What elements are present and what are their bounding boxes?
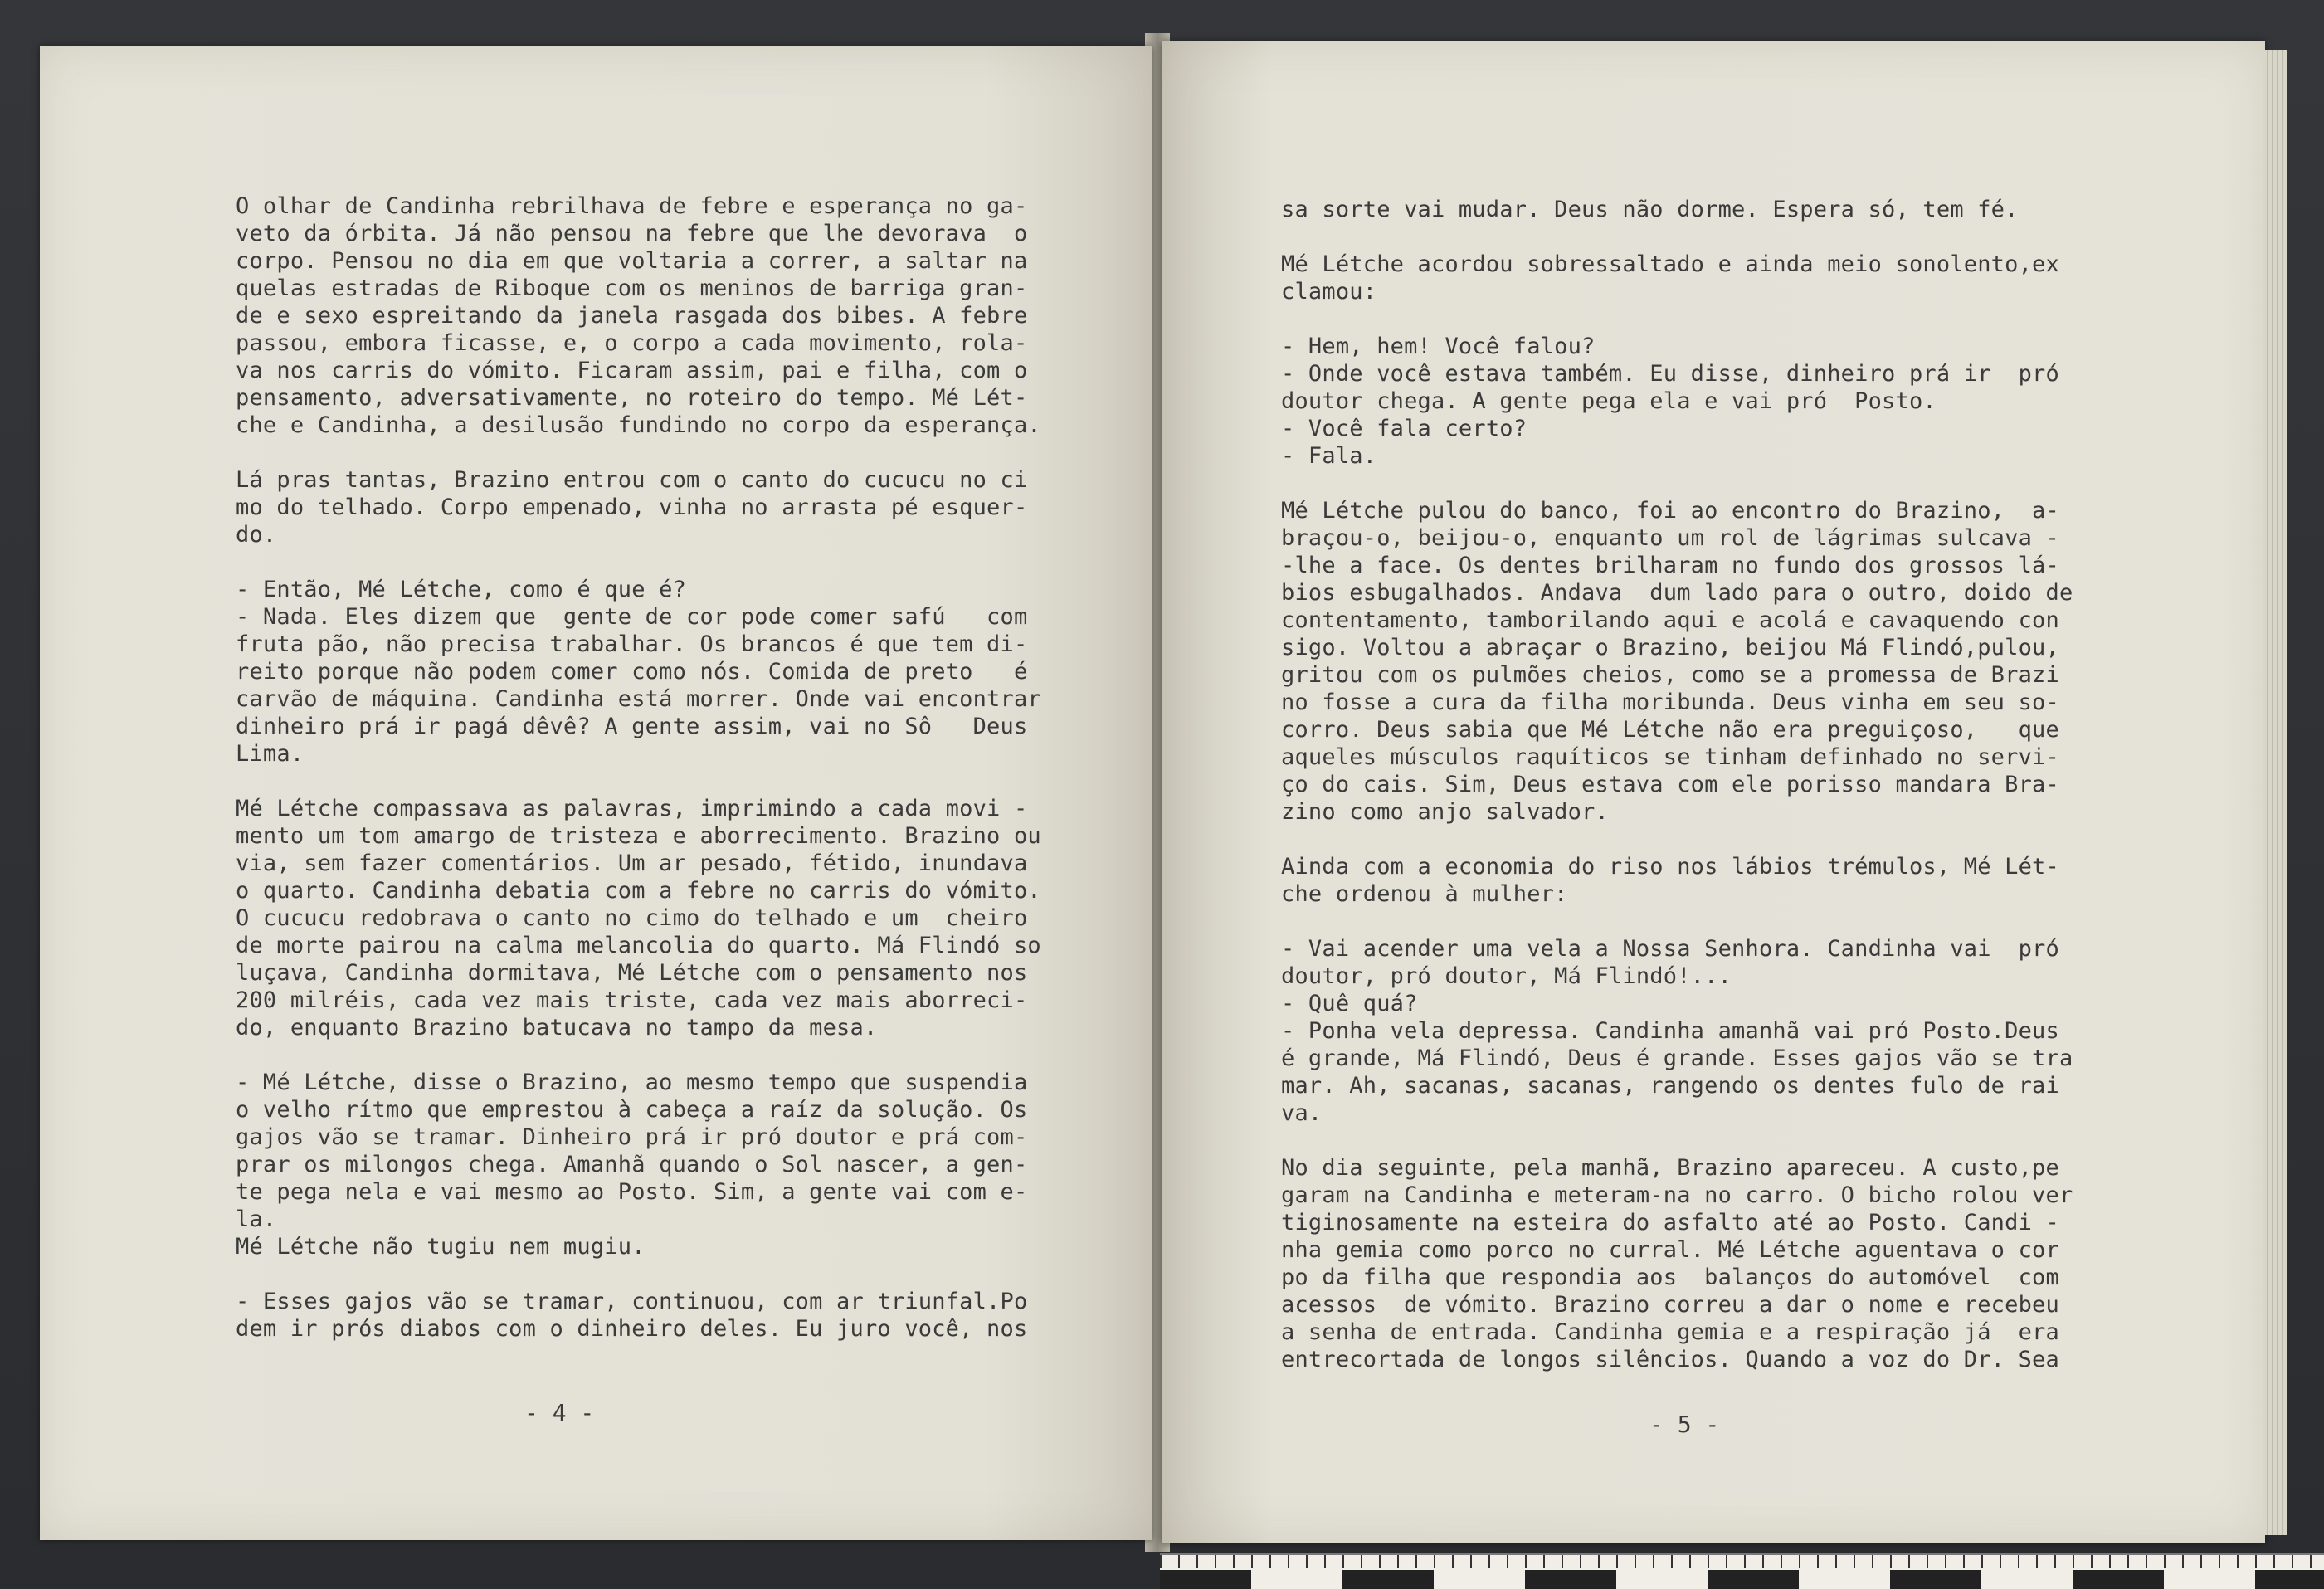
- right-page: [1162, 41, 2265, 1543]
- text-line: garam na Candinha e meteram-na no carro. O bicho rolou ver: [1281, 1182, 2073, 1208]
- text-line: 200 milréis, cada vez mais triste, cada vez mais aborreci-: [236, 987, 1028, 1013]
- paragraph: [236, 795, 1041, 1041]
- text-line: va nos carris do vómito. Ficaram assim, pai e filha, com o: [236, 358, 1028, 383]
- text-line: - Vai acender uma vela a Nossa Senhora. Candinha vai pró: [1281, 936, 2059, 962]
- ruler-scale-band: [1160, 1570, 2324, 1589]
- paragraph: [1281, 333, 2073, 470]
- text-line: a senha de entrada. Candinha gemia e a respiração já era: [1281, 1319, 2059, 1345]
- text-line: luçava, Candinha dormitava, Mé Létche com o pensamento nos: [236, 960, 1028, 986]
- paragraph: [236, 466, 1041, 548]
- text-line: veto da órbita. Já não pensou na febre que lhe devorava o: [236, 221, 1028, 246]
- text-line: corro. Deus sabia que Mé Létche não era preguiçoso, que: [1281, 717, 2059, 743]
- ruler-ticks: [1160, 1555, 2324, 1568]
- text-line: pensamento, adversativamente, no roteiro do tempo. Mé Lét-: [236, 385, 1028, 411]
- text-line: te pega nela e vai mesmo ao Posto. Sim, a gente vai com e-: [236, 1179, 1028, 1205]
- text-line: acessos de vómito. Brazino correu a dar o nome e recebeu: [1281, 1292, 2059, 1318]
- paragraph: [1281, 196, 2073, 223]
- paragraph: [1281, 935, 2073, 1127]
- page-stack-edges: [2263, 50, 2287, 1535]
- text-line: doutor, pró doutor, Má Flindó!...: [1281, 963, 1732, 989]
- text-line: dem ir prós diabos com o dinheiro deles. Eu juro você, nos: [236, 1316, 1028, 1342]
- text-line: de morte pairou na calma melancolia do quarto. Má Flindó so: [236, 933, 1041, 958]
- text-line: o velho rítmo que emprestou à cabeça a raíz da solução. Os: [236, 1097, 1028, 1123]
- text-line: carvão de máquina. Candinha está morrer. Onde vai encontrar: [236, 686, 1041, 712]
- paragraph: [236, 1069, 1041, 1260]
- text-line: la.: [236, 1206, 277, 1232]
- text-line: gritou com os pulmões cheios, como se a promessa de Brazi: [1281, 662, 2059, 688]
- text-line: - Hem, hem! Você falou?: [1281, 334, 1596, 359]
- left-page-text: [236, 193, 1041, 1370]
- right-page-text: [1281, 196, 2073, 1401]
- text-line: sigo. Voltou a abraçar o Brazino, beijou Má Flindó,pulou,: [1281, 635, 2059, 660]
- text-line: - Fala.: [1281, 443, 1377, 469]
- text-line: - Você fala certo?: [1281, 416, 1527, 441]
- text-line: Mé Létche acordou sobressaltado e ainda meio sonolento,ex: [1281, 251, 2059, 277]
- text-line: passou, embora ficasse, e, o corpo a cada movimento, rola-: [236, 330, 1028, 356]
- text-line: No dia seguinte, pela manhã, Brazino apareceu. A custo,pe: [1281, 1155, 2059, 1181]
- text-line: che e Candinha, a desilusão fundindo no corpo da esperança.: [236, 412, 1041, 438]
- text-line: o quarto. Candinha debatia com a febre no carris do vómito.: [236, 878, 1041, 904]
- text-line: va.: [1281, 1100, 1323, 1126]
- text-line: de e sexo espreitando da janela rasgada dos bibes. A febre: [236, 303, 1028, 329]
- text-line: Mé Létche compassava as palavras, imprimindo a cada movi -: [236, 796, 1028, 821]
- text-line: Mé Létche pulou do banco, foi ao encontro do Brazino, a-: [1281, 498, 2059, 524]
- paragraph: [1281, 251, 2073, 305]
- text-line: via, sem fazer comentários. Um ar pesado, fétido, inundava: [236, 851, 1028, 876]
- paragraph: [236, 1288, 1041, 1343]
- paragraph: [1281, 1154, 2073, 1373]
- text-line: prar os milongos chega. Amanhã quando o Sol nascer, a gen-: [236, 1152, 1028, 1177]
- text-line: fruta pão, não precisa trabalhar. Os brancos é que tem di-: [236, 631, 1028, 657]
- text-line: entrecortada de longos silêncios. Quando a voz do Dr. Sea: [1281, 1347, 2059, 1372]
- text-line: do, enquanto Brazino batucava no tampo da mesa.: [236, 1015, 878, 1041]
- text-line: ço do cais. Sim, Deus estava com ele porisso mandara Bra-: [1281, 772, 2059, 797]
- text-line: - Onde você estava também. Eu disse, dinheiro prá ir pró: [1281, 361, 2059, 387]
- text-line: no fosse a cura da filha moribunda. Deus vinha em seu so-: [1281, 690, 2059, 715]
- text-line: aqueles músculos raquíticos se tinham definhado no servi-: [1281, 744, 2059, 770]
- text-line: mar. Ah, sacanas, sacanas, rangendo os dentes fulo de rai: [1281, 1073, 2059, 1099]
- text-line: che ordenou à mulher:: [1281, 881, 1568, 907]
- text-line: gajos vão se tramar. Dinheiro prá ir pró doutor e prá com-: [236, 1124, 1028, 1150]
- text-line: clamou:: [1281, 279, 1377, 305]
- paragraph: [236, 576, 1041, 768]
- text-line: contentamento, tamborilando aqui e acolá e cavaquendo con: [1281, 607, 2059, 633]
- text-line: Ainda com a economia do riso nos lábios trémulos, Mé Lét-: [1281, 854, 2059, 880]
- paragraph: [1281, 497, 2073, 826]
- text-line: - Esses gajos vão se tramar, continuou, com ar triunfal.Po: [236, 1289, 1028, 1314]
- left-page-number: - 4 -: [524, 1399, 595, 1426]
- text-line: mento um tom amargo de tristeza e aborrecimento. Brazino ou: [236, 823, 1041, 849]
- left-page: [40, 46, 1152, 1540]
- text-line: nha gemia como porco no curral. Mé Létche aguentava o cor: [1281, 1237, 2059, 1263]
- text-line: braçou-o, beijou-o, enquanto um rol de lágrimas sulcava -: [1281, 525, 2059, 551]
- text-line: po da filha que respondia aos balanços do automóvel com: [1281, 1265, 2059, 1290]
- text-line: é grande, Má Flindó, Deus é grande. Esses gajos vão se tra: [1281, 1046, 2073, 1071]
- right-page-number: - 5 -: [1649, 1411, 1720, 1438]
- text-line: sa sorte vai mudar. Deus não dorme. Espera só, tem fé.: [1281, 197, 2019, 222]
- text-line: dinheiro prá ir pagá dêvê? A gente assim, vai no Sô Deus: [236, 714, 1028, 739]
- text-line: - Então, Mé Létche, como é que é?: [236, 577, 687, 602]
- text-line: corpo. Pensou no dia em que voltaria a correr, a saltar na: [236, 248, 1028, 274]
- text-line: zino como anjo salvador.: [1281, 799, 1609, 825]
- text-line: - Ponha vela depressa. Candinha amanhã vai pró Posto.Deus: [1281, 1018, 2059, 1044]
- text-line: -lhe a face. Os dentes brilharam no fundo dos grossos lá-: [1281, 553, 2059, 578]
- text-line: O cucucu redobrava o canto no cimo do telhado e um cheiro: [236, 905, 1028, 931]
- text-line: O olhar de Candinha rebrilhava de febre e esperança no ga-: [236, 193, 1028, 219]
- text-line: doutor chega. A gente pega ela e vai pró Posto.: [1281, 388, 1937, 414]
- paragraph: [1281, 853, 2073, 908]
- text-line: bios esbugalhados. Andava dum lado para o outro, doido de: [1281, 580, 2073, 606]
- text-line: - Quê quá?: [1281, 991, 1418, 1016]
- text-line: - Mé Létche, disse o Brazino, ao mesmo tempo que suspendia: [236, 1070, 1028, 1095]
- text-line: Mé Létche não tugiu nem mugiu.: [236, 1234, 646, 1260]
- text-line: Lá pras tantas, Brazino entrou com o canto do cucucu no ci: [236, 467, 1028, 493]
- text-line: tiginosamente na esteira do asfalto até ao Posto. Candi -: [1281, 1210, 2059, 1236]
- scale-ruler: [1160, 1553, 2324, 1589]
- paragraph: [236, 193, 1041, 439]
- text-line: do.: [236, 522, 277, 548]
- text-line: reito porque não podem comer como nós. Comida de preto é: [236, 659, 1028, 685]
- text-line: quelas estradas de Riboque com os meninos de barriga gran-: [236, 275, 1028, 301]
- text-line: mo do telhado. Corpo empenado, vinha no arrasta pé esquer-: [236, 495, 1028, 520]
- text-line: Lima.: [236, 741, 305, 767]
- text-line: - Nada. Eles dizem que gente de cor pode comer safú com: [236, 604, 1028, 630]
